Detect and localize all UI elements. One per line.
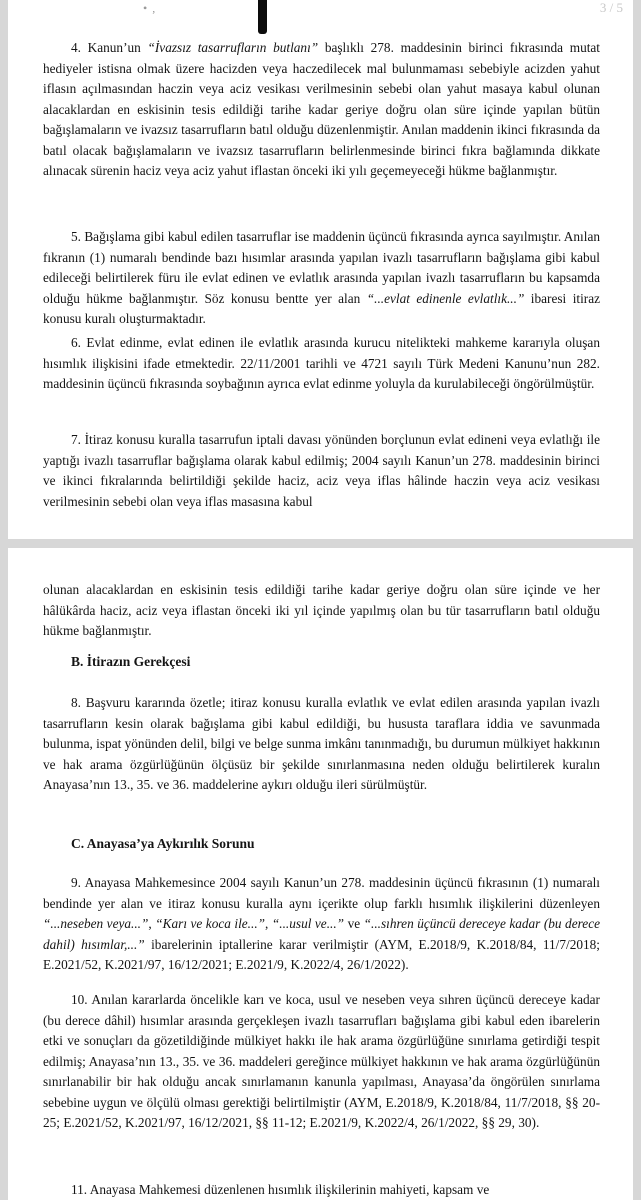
cut-off-header-text: • , (143, 1, 157, 15)
scrollbar-thumb[interactable] (258, 0, 267, 34)
paragraph-4 (43, 38, 600, 182)
paragraph-5 (43, 227, 600, 330)
paragraph-7: 7. İtiraz konusu kuralla tasarrufun iptali davası yönünden borçlunun evlat edineni veya evlatlığı ile yaptığı ivazlı tasarruflar bağışlama olarak kabul edilmiş; 2004 sayılı Kanun’un 278. maddesinin birinci ve ikinci fıkralarında belirtildiği şekilde haciz, aciz veya iflas hâlinde haczin veya aciz vesikası verilmesinin sebebi olan veya iflas masasına kabul (43, 432, 600, 509)
paragraph-5-rest: ibaresi itiraz konusu kuralı oluşturmaktadır. (43, 290, 601, 326)
paragraph-9-sep-3: ve (344, 916, 364, 931)
paragraph-4-lead: 4. Kanun’un (71, 40, 148, 55)
paragraph-8: 8. Başvuru kararında özetle; itiraz konusu kuralla evlatlık ve evlat edilen arasında yapılan ivazlı tasarrufların kesin olarak bağışlama gibi kabul edildiği, bu hususta taraflara iddia ve savunmada bulunma, ispat yönünden delil, bilgi ve belge sunma imkânı tanınmadığı, bu durumun mülkiyet hakkının ve hak arama özgürlüğünün ölçüsüz bir şekilde sınırlanmasına neden olduğu belirtilerek kuralın Anayasa’nın 13., 35. ve 36. maddelerine aykırı olduğu ileri sürülmüştür. (43, 695, 600, 792)
paragraph-9 (43, 873, 600, 976)
paragraph-11: 11. Anayasa Mahkemesi düzenlenen hısımlık ilişkilerinin mahiyeti, kapsam ve (71, 1182, 490, 1197)
document-page-1 (8, 0, 633, 539)
paragraph-10: 10. Anılan kararlarda öncelikle karı ve koca, usul ve neseben veya sıhren üçüncü dereceye kadar (bu derece dâhil) hısımlar arasında gerçekleşen ivazlı tasarrufları bağışlama gibi kabul eden ibarelerin etki ve sonuçları da gözetildiğinde mülkiyet hakkı ile hak arama özgürlüğüne sınırlama getirdiği tespit edilmiş; Anayasa’nın 13., 35. ve 36. maddeleri gereğince mülkiyet hakkının ve hak arama özgürlüğünün sınırlanabilir bir hak olduğu ancak sınırlamanın kanunla yapılması, Anayasa’da öngörülen sınırlama sebebine uygun ve ölçülü olması gerektiği belirtilmiştir (AYM, E.2018/9, K.2018/84, 11/7/2018, §§ 20-25; E.2021/52, K.2021/97, 16/12/2021, §§ 11-12; E.2021/9, K.2022/4, 26/1/2022, §§ 29, 30). (43, 992, 600, 1130)
paragraph-7-continued: olunan alacaklardan en eskisinin tesis edildiği tarihe kadar geriye doğru olan süre içinde ve her hâlükârda haciz, aciz veya iflastan önceki iki yıl içinde yapılmış olan bu tür tasarrufların batıl olduğu hükme bağlanmıştır. (43, 582, 600, 638)
paragraph-9-sep-1: , (148, 916, 156, 931)
paragraph-9-quote-1: “...neseben veya...” (43, 916, 149, 931)
paragraph-5-quote: “...evlat edinenle evlatlık...” (366, 290, 525, 306)
paragraph-4-quote: “İvazsız tasarrufların butlanı” (147, 40, 319, 55)
section-heading-c: C. Anayasa’ya Aykırılık Sorunu (71, 836, 255, 851)
paragraph-9-quote-3: “...usul ve...” (271, 916, 345, 931)
paragraph-9-quote-2: “Karı ve koca ile...” (155, 916, 266, 931)
page-number-indicator: 3 / 5 (599, 0, 623, 15)
paragraph-4-rest: başlıklı 278. maddesinin birinci fıkrasında mutat hediyeler istisna olmak üzere hacizden veya haczedilecek mal bulunmaması sebebiyle acizden yahut iflasın açılmasından haczin veya aciz vesikası verilmesinin sebebi olan yahut masaya kabul olunan alacaklardan en eskisinin tesis edildiği tarihe kadar geriye doğru olan süre içinde yapılan bütün bağışlamaların ve ivazsız tasarrufların batıl olduğu düzenlenmiştir. Anılan maddenin ikinci fıkrasında da batıl olacak bağışlamaların ve ivazsız tasarrufların belirlenmesinde birinci fıkra bağlamında dikkate alınacak sürenin haciz veya aciz yahut iflastan önceki iki yılı geçemeyeceği hükme bağlanmıştır. (43, 40, 601, 178)
paragraph-9-rest: ibarelerinin iptallerine karar verilmiştir (AYM, E.2018/9, K.2018/84, 11/7/2018; E.2021/52, K.2021/97, 16/12/2021; E.2021/9, K.2022/4, 26/1/2022). (43, 936, 601, 972)
paragraph-9-quote-4: “...sıhren üçüncü dereceye kadar (bu derece dahil) hısımlar,...” (43, 916, 600, 952)
paragraph-6: 6. Evlat edinme, evlat edinen ile evlatlık arasında kurucu nitelikteki mahkeme kararıyla oluşan hısımlık ilişkisini ifade etmektedir. 22/11/2001 tarihli ve 4721 sayılı Türk Medeni Kanunu’nun 282. maddesinin üçüncü fıkrasında soybağının ayrıca evlat edinme yoluyla da kurulabileceği öngörülmüştür. (43, 335, 600, 391)
document-page-2 (8, 548, 633, 1200)
section-heading-b: B. İtirazın Gerekçesi (71, 654, 191, 669)
paragraph-9-sep-2: , (265, 916, 272, 931)
paragraph-5-lead: 5. Bağışlama gibi kabul edilen tasarruflar ise maddenin üçüncü fıkrasında ayrıca sayılmıştır. Anılan fıkranın (1) numaralı bendinde bazı hısımlar arasında yapılan ivazlı tasarrufların bağışlama gibi kabul edileceği belirtilerek füru ile evlat edinen ve evlatlık arasında yapılan ivazlı tasarrufların bu kapsamda olduğu hükme bağlanmıştır. Söz konusu bentte yer alan (43, 229, 600, 306)
paragraph-9-lead: 9. Anayasa Mahkemesince 2004 sayılı Kanun’un 278. maddesinin üçüncü fıkrasının (1) numaralı bendinde yer alan ve itiraz konusu kuralla aynı içerikte olup farklı hısımlık ilişkilerini düzenleyen (43, 875, 600, 911)
